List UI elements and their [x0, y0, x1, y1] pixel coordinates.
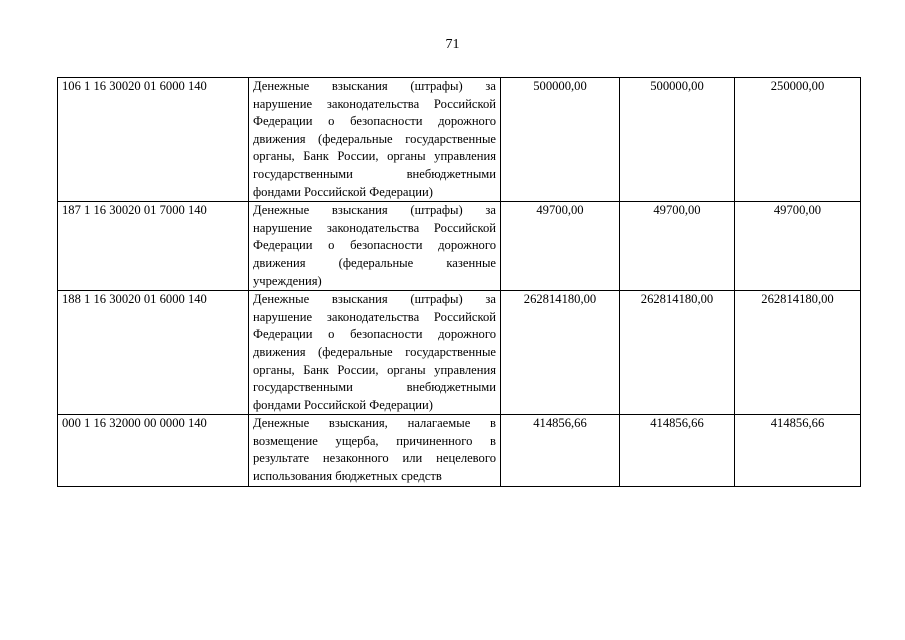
table-row [58, 291, 861, 415]
amount-year-2-cell: 49700,00 [620, 202, 735, 291]
amount-year-1-cell: 500000,00 [501, 78, 620, 202]
amount-year-2-cell: 262814180,00 [620, 291, 735, 415]
revenue-code-cell: 188 1 16 30020 01 6000 140 [58, 291, 249, 415]
revenue-name-cell: Денежные взыскания (штрафы) за нарушение законодательства Российской Федерации о безопасности дорожного движения (федеральные казенные учреждения) [249, 202, 501, 291]
amount-year-2-cell: 414856,66 [620, 415, 735, 486]
amount-year-3-cell: 49700,00 [735, 202, 861, 291]
revenue-code-cell: 187 1 16 30020 01 7000 140 [58, 202, 249, 291]
amount-year-2-cell: 500000,00 [620, 78, 735, 202]
amount-year-3-cell: 414856,66 [735, 415, 861, 486]
amount-year-1-cell: 414856,66 [501, 415, 620, 486]
amount-year-1-cell: 49700,00 [501, 202, 620, 291]
revenue-name-cell: Денежные взыскания (штрафы) за нарушение законодательства Российской Федерации о безопасности дорожного движения (федеральные государственные органы, Банк России, органы управления государственными внебюджетными фондами Российской Федерации) [249, 78, 501, 202]
table-row [58, 202, 861, 291]
table-row [58, 78, 861, 202]
budget-revenue-table [57, 77, 861, 487]
revenue-name-cell: Денежные взыскания (штрафы) за нарушение законодательства Российской Федерации о безопасности дорожного движения (федеральные государственные органы, Банк России, органы управления государственными внебюджетными фондами Российской Федерации) [249, 291, 501, 415]
page-number: 71 [445, 37, 460, 52]
revenue-code-cell: 000 1 16 32000 00 0000 140 [58, 415, 249, 486]
amount-year-3-cell: 250000,00 [735, 78, 861, 202]
revenue-name-cell: Денежные взыскания, налагаемые в возмещение ущерба, причиненного в результате незаконного или нецелевого использования бюджетных средств [249, 415, 501, 486]
amount-year-3-cell: 262814180,00 [735, 291, 861, 415]
table-row [58, 415, 861, 486]
amount-year-1-cell: 262814180,00 [501, 291, 620, 415]
revenue-code-cell: 106 1 16 30020 01 6000 140 [58, 78, 249, 202]
